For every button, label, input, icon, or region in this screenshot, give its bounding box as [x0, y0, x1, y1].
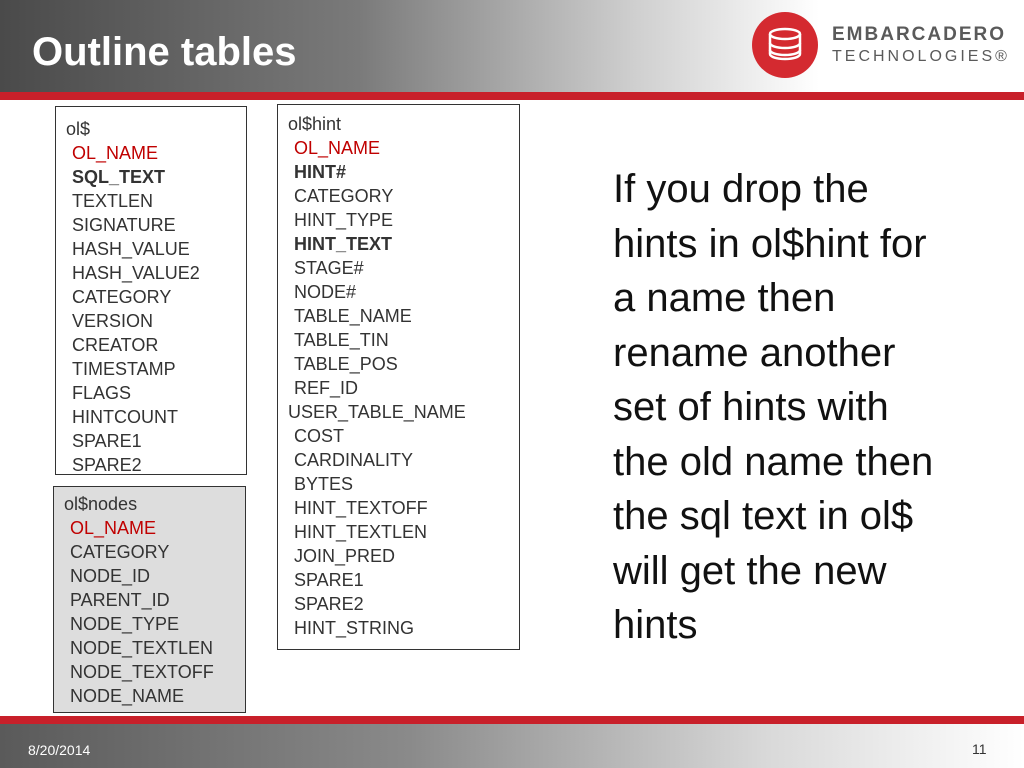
field-item: TEXTLEN — [72, 191, 154, 211]
field-item: HINT_TEXT — [294, 234, 393, 254]
field-item: HINT_TEXTLEN — [294, 522, 428, 542]
field-item: BYTES — [294, 474, 354, 494]
logo-wordmark-line2: TECHNOLOGIES® — [832, 48, 1010, 65]
header-divider — [0, 92, 1024, 100]
field-item: TABLE_NAME — [294, 306, 412, 326]
footer-divider — [0, 716, 1024, 724]
field-item: HINT# — [294, 162, 347, 182]
field-item: VERSION — [72, 311, 154, 331]
field-item: USER_TABLE_NAME — [288, 402, 466, 422]
footer-date: 8/20/2014 — [28, 742, 91, 758]
field-item: HINT_TEXTOFF — [294, 498, 428, 518]
field-item: CATEGORY — [294, 186, 394, 206]
table-ol — [55, 106, 247, 475]
field-item: FLAGS — [72, 383, 132, 403]
field-item: REF_ID — [294, 378, 359, 398]
note-line: hints — [613, 603, 698, 647]
field-item: HASH_VALUE — [72, 239, 190, 259]
field-item: SIGNATURE — [72, 215, 176, 235]
page-number: 11 — [972, 741, 987, 757]
field-item: SPARE1 — [294, 570, 364, 590]
note-line: set of hints with — [613, 385, 889, 429]
field-item: NODE_NAME — [70, 686, 185, 706]
field-item: TABLE_TIN — [294, 330, 389, 350]
field-item: HINTCOUNT — [72, 407, 178, 427]
field-item: SPARE1 — [72, 431, 142, 451]
field-item: TABLE_POS — [294, 354, 398, 374]
table-olnodes — [53, 486, 246, 713]
table-name: ol$ — [66, 119, 91, 139]
field-item: SPARE2 — [294, 594, 364, 614]
field-item: HASH_VALUE2 — [72, 263, 200, 283]
field-item: SQL_TEXT — [72, 167, 166, 187]
field-item: CARDINALITY — [294, 450, 414, 470]
note-line: a name then — [613, 276, 836, 320]
field-item: CATEGORY — [72, 287, 172, 307]
field-item: NODE_TEXTLEN — [70, 638, 214, 658]
field-item: JOIN_PRED — [294, 546, 396, 566]
note-line: hints in ol$hint for — [613, 221, 927, 266]
field-item: SPARE2 — [72, 455, 142, 475]
field-item: OL_NAME — [72, 143, 159, 163]
note-line: will get the new — [613, 548, 887, 593]
note-line: the old name then — [613, 439, 934, 484]
field-item: COST — [294, 426, 345, 446]
field-item: PARENT_ID — [70, 590, 170, 610]
field-item: NODE_ID — [70, 566, 151, 586]
table-name: ol$nodes — [64, 494, 138, 514]
slide-footer — [0, 724, 1024, 768]
field-item: NODE_TEXTOFF — [70, 662, 214, 682]
field-item: OL_NAME — [70, 518, 157, 538]
note-line: the sql text in ol$ — [613, 494, 914, 538]
slide-title: Outline tables — [32, 30, 297, 74]
field-item: HINT_TYPE — [294, 210, 394, 230]
note-line: rename another — [613, 330, 896, 375]
field-item: OL_NAME — [294, 138, 381, 158]
field-item: TIMESTAMP — [72, 359, 176, 379]
field-item: CATEGORY — [70, 542, 170, 562]
field-item: NODE_TYPE — [70, 614, 180, 634]
field-item: STAGE# — [294, 258, 364, 278]
embarcadero-logo — [752, 12, 1020, 80]
field-item: CREATOR — [72, 335, 159, 355]
database-icon — [752, 12, 818, 78]
field-item: HINT_STRING — [294, 618, 415, 638]
field-item: NODE# — [294, 282, 357, 302]
table-name: ol$hint — [288, 114, 342, 134]
explanation-text — [613, 162, 1003, 653]
logo-wordmark-line1: EMBARCADERO — [832, 24, 1006, 45]
table-olhint — [277, 104, 520, 650]
note-line: If you drop the — [613, 167, 869, 211]
